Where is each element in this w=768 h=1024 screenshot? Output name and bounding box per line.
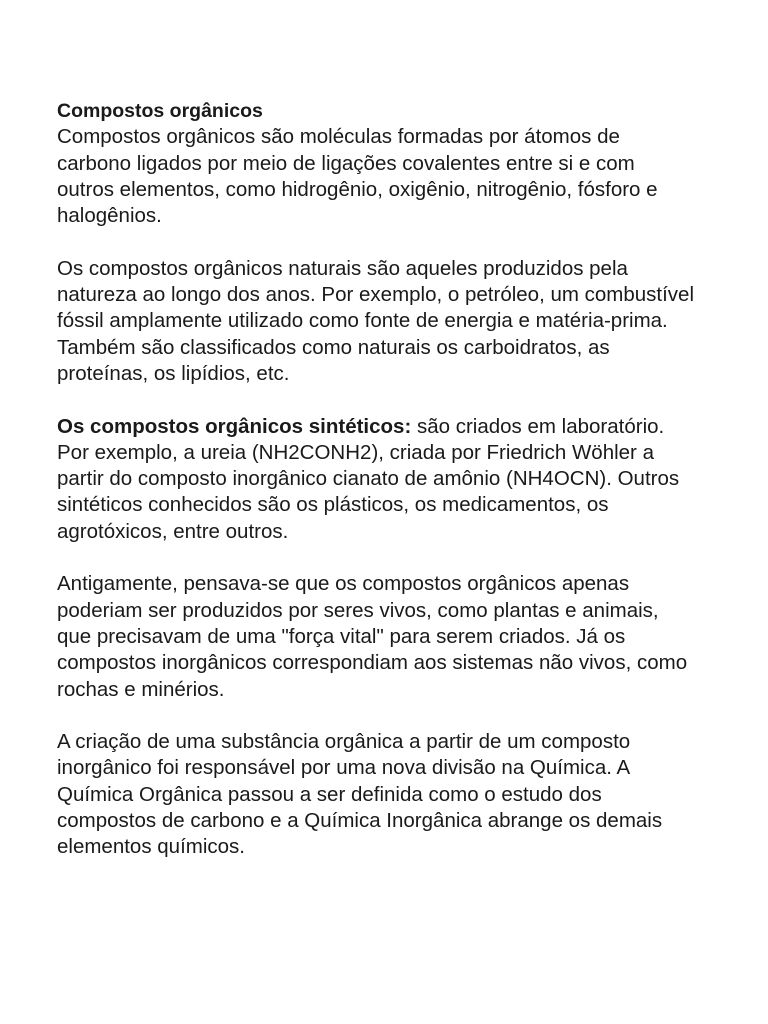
- paragraph-historia: [57, 571, 697, 702]
- paragraph-naturais: [57, 256, 697, 387]
- paragraph-sinteticos: [57, 414, 697, 545]
- paragraph-lead: Os compostos orgânicos sintéticos:: [57, 414, 412, 438]
- document-title: Compostos orgânicos: [57, 100, 263, 122]
- paragraph-text: são criados em laboratório. Por exemplo, a ureia (NH2CONH2), criada por Friedrich Wöhler a partir do composto inorgânico cianato de amônio (NH4OCN). Outros sintéticos conhecidos são os plásticos, os medicamentos, os agrotóxicos, entre outros.: [57, 414, 680, 543]
- paragraph-text: Antigamente, pensava-se que os compostos orgânicos apenas poderiam ser produzidos por seres vivos, como plantas e animais, que precisavam de uma "força vital" para serem criados. Já os compostos inorgânicos correspondiam aos sistemas não vivos, como rochas e minérios.: [57, 572, 688, 701]
- paragraph-divisao: [57, 729, 697, 860]
- paragraph-text: A criação de uma substância orgânica a partir de um composto inorgânico foi responsável por uma nova divisão na Química. A Química Orgânica passou a ser definida como o estudo dos compostos de carbono e a Química Inorgânica abrange os demais elementos químicos.: [57, 730, 663, 859]
- document-body: [57, 98, 697, 861]
- paragraph-text: Compostos orgânicos são moléculas formadas por átomos de carbono ligados por meio de ligações covalentes entre si e com outros elementos, como hidrogênio, oxigênio, nitrogênio, fósforo e halogênios.: [57, 125, 658, 228]
- paragraph-text: Os compostos orgânicos naturais são aqueles produzidos pela natureza ao longo dos anos. Por exemplo, o petróleo, um combustível fóssil amplamente utilizado como fonte de energia e matéria-prima. Também são classificados como naturais os carboidratos, as proteínas, os lipídios, etc.: [57, 256, 695, 385]
- paragraph-intro: [57, 98, 697, 229]
